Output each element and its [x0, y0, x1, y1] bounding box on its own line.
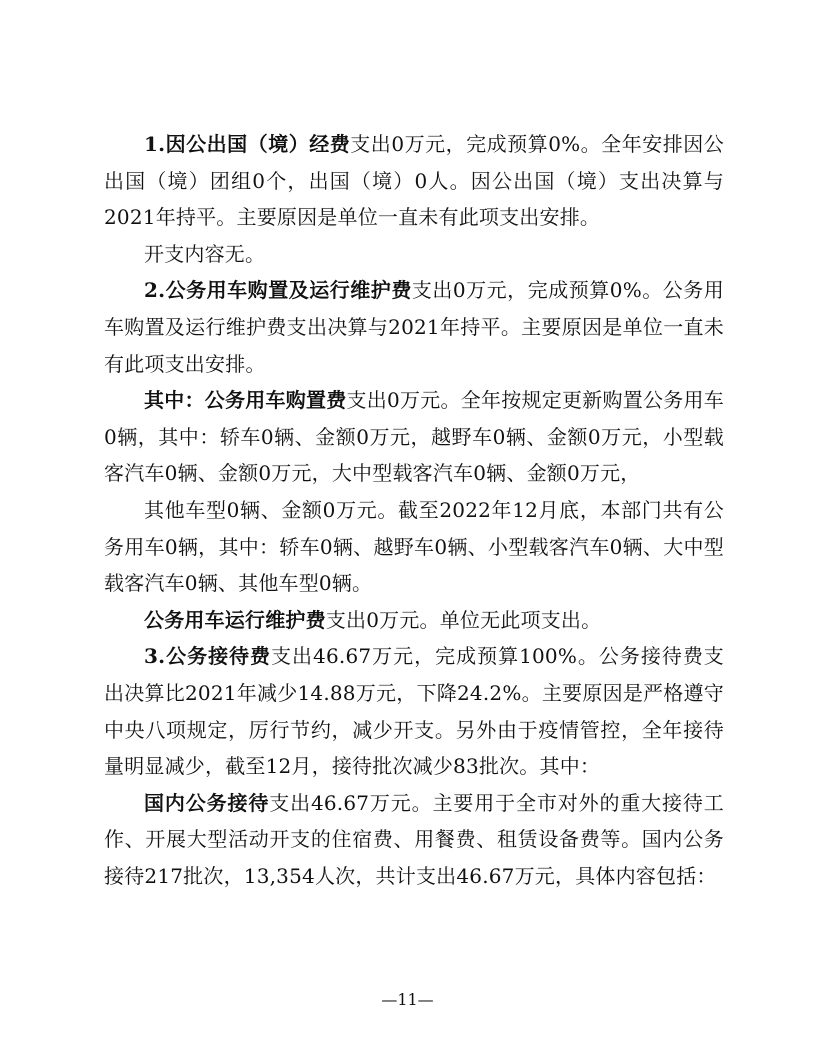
- paragraph-heading: 国内公务接待: [144, 790, 270, 815]
- paragraph-text: 支出0万元，完成预算0%。全年安排因公出国（境）团组0个，出国（境）0人。因公出国（境）支出决算与2021年持平。主要原因是单位一直未有此项支出安排。: [104, 132, 724, 230]
- paragraph-overseas-travel: [104, 126, 724, 236]
- paragraph-text: 其他车型0辆、金额0万元。截至2022年12月底，本部门共有公务用车0辆，其中：轿车0辆、越野车0辆、小型载客汽车0辆、大中型载客汽车0辆、其他车型0辆。: [104, 497, 724, 596]
- paragraph-text: 支出46.67万元，完成预算100%。公务接待费支出决算比2021年减少14.88万元，下降24.2%。主要原因是严格遵守中央八项规定，厉行节约，减少开支。另外由于疫情管控，全年接待量明显减少，截至12月，接待批次减少83批次。其中：: [104, 644, 725, 779]
- paragraph-expense-content: [104, 236, 724, 273]
- paragraph-text: 开支内容无。: [144, 241, 266, 266]
- paragraph-text: 支出46.67万元。主要用于全市对外的重大接待工作、开展大型活动开支的住宿费、用餐费、租赁设备费等。国内公务接待217批次，13,354人次，共计支出46.67万元，具体内容包括：: [104, 790, 724, 888]
- paragraph-heading: 公务用车运行维护费: [144, 607, 326, 632]
- paragraph-heading: 3.公务接待费: [144, 644, 272, 669]
- paragraph-heading: 其中：公务用车购置费: [144, 388, 347, 413]
- paragraph-text: 支出0万元。单位无此项支出。: [325, 607, 602, 632]
- paragraph-vehicle-inventory: [104, 492, 724, 602]
- paragraph-reception-costs: [104, 638, 724, 784]
- paragraph-text: 支出0万元，完成预算0%。公务用车购置及运行维护费支出决算与2021年持平。主要原因是单位一直未有此项支出安排。: [104, 278, 725, 376]
- paragraph-domestic-reception: [104, 785, 724, 895]
- document-body: [104, 126, 724, 894]
- paragraph-vehicle-maintenance: [104, 602, 724, 639]
- paragraph-heading: 1.因公出国（境）经费: [144, 132, 351, 156]
- paragraph-text: 支出0万元。全年按规定更新购置公务用车0辆，其中：轿车0辆、金额0万元，越野车0辆、金额0万元，小型载客汽车0辆、金额0万元，大中型载客汽车0辆、金额0万元，: [104, 388, 724, 486]
- page-number: —11—: [381, 990, 434, 1009]
- paragraph-vehicle-purchase: [104, 382, 724, 492]
- paragraph-heading: 2.公务用车购置及运行维护费: [144, 278, 412, 303]
- paragraph-vehicle-costs: [104, 272, 724, 382]
